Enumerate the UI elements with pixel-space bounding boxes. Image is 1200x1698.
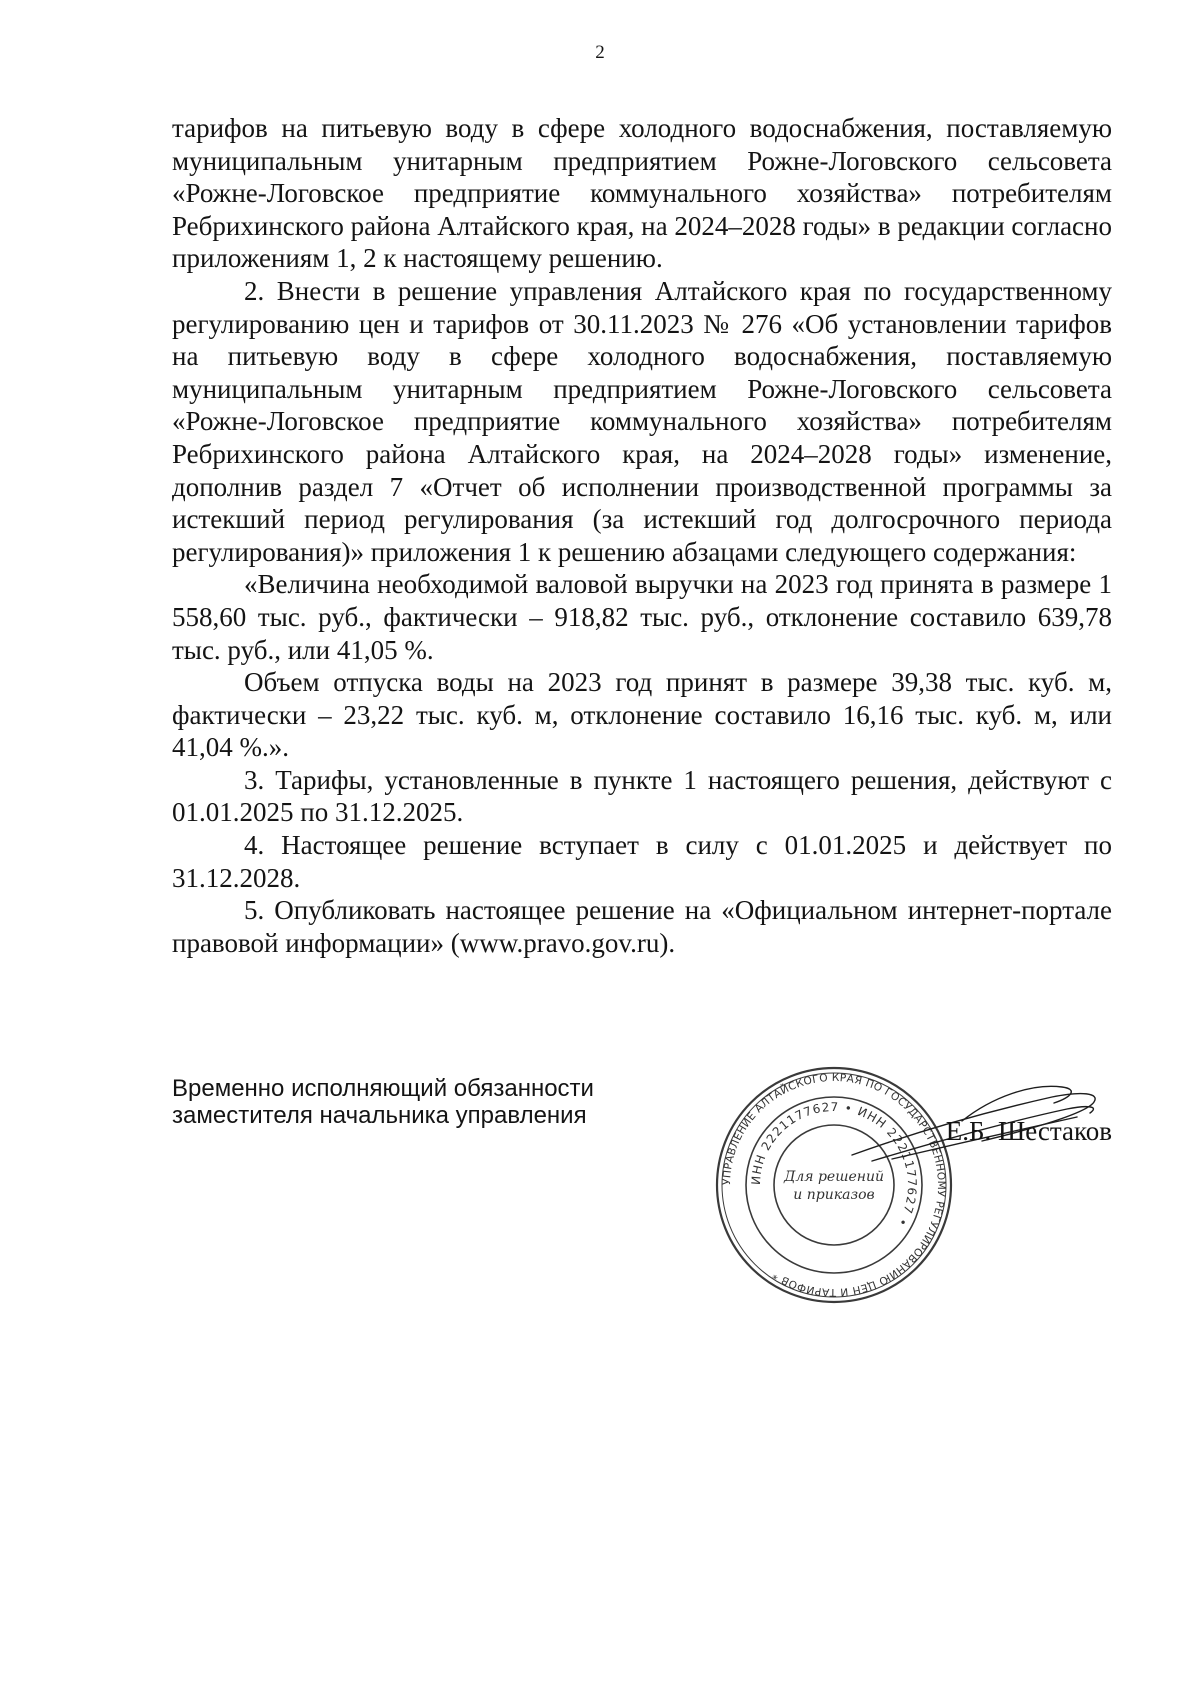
signer-position xyxy=(172,1075,594,1129)
paragraph-item-3: 3. Тарифы, установленные в пункте 1 настоящего решения, действуют с 01.01.2025 по 31.12.2025. xyxy=(172,764,1112,828)
signature-block xyxy=(172,1071,1112,1315)
page-number: 2 xyxy=(595,42,605,63)
paragraph-quote-revenue: «Величина необходимой валовой выручки на 2023 год принята в размере 1 558,60 тыс. руб., фактически – 918,82 тыс. руб., отклонение составило 639,78 тыс. руб., или 41,05 %. xyxy=(172,569,1112,665)
signer-position-line-2: заместителя начальника управления xyxy=(172,1102,587,1129)
paragraph-continuation: тарифов на питьевую воду в сфере холодного водоснабжения, поставляемую муниципальным унитарным предприятием Рожне-Логовского сельсовета «Рожне-Логовское предприятие коммунального хозяйства» потребителям Ребрихинского района Алтайского края, на 2024–2028 годы» в редакции согласно приложениям 1, 2 к настоящему решению. xyxy=(172,113,1112,274)
paragraph-quote-volume: Объем отпуска воды на 2023 год принят в размере 39,38 тыс. куб. м, фактически – 23,22 тыс. куб. м, отклонение составило 16,16 тыс. куб. м, или 41,04 %.». xyxy=(172,667,1112,763)
signer-name: Е.Б. Шестаков xyxy=(945,1116,1112,1146)
stamp-inner-ring-text: ИНН 2221177627 • ИНН 2221177627 • xyxy=(748,1099,920,1230)
paragraph-item-2: 2. Внести в решение управления Алтайского края по государственному регулированию цен и тарифов от 30.11.2023 № 276 «Об установлении тарифов на питьевую воду в сфере холодного водоснабжения, поставляемую муниципальным унитарным предприятием Рожне-Логовского сельсовета «Рожне-Логовское предприятие коммунального хозяйства» потребителям Ребрихинского района Алтайского края, на 2024–2028 годы» изменение, дополнив раздел 7 «Отчет об исполнении производственной программы за истекший период регулирования (за истекший год долгосрочного периода регулирования)» приложения 1 к решению абзацами следующего содержания: xyxy=(172,275,1112,567)
stamp-outer-ring-text: УПРАВЛЕНИЕ АЛТАЙСКОГО КРАЯ ПО ГОСУДАРСТВЕННОМУ РЕГУЛИРОВАНИЮ ЦЕН И ТАРИФОВ * xyxy=(720,1071,948,1299)
stamp-center-line-1: Для решений xyxy=(783,1169,885,1185)
paragraph-item-4: 4. Настоящее решение вступает в силу с 01.01.2025 и действует по 31.12.2028. xyxy=(172,830,1112,893)
document-body xyxy=(172,112,1112,959)
stamp-center-line-2: и приказов xyxy=(793,1187,875,1203)
signer-position-line-1: Временно исполняющий обязанности xyxy=(172,1075,594,1102)
paragraph-item-5: 5. Опубликовать настоящее решение на «Официальном интернет-портале правовой информации» (www.pravo.gov.ru). xyxy=(172,895,1112,958)
